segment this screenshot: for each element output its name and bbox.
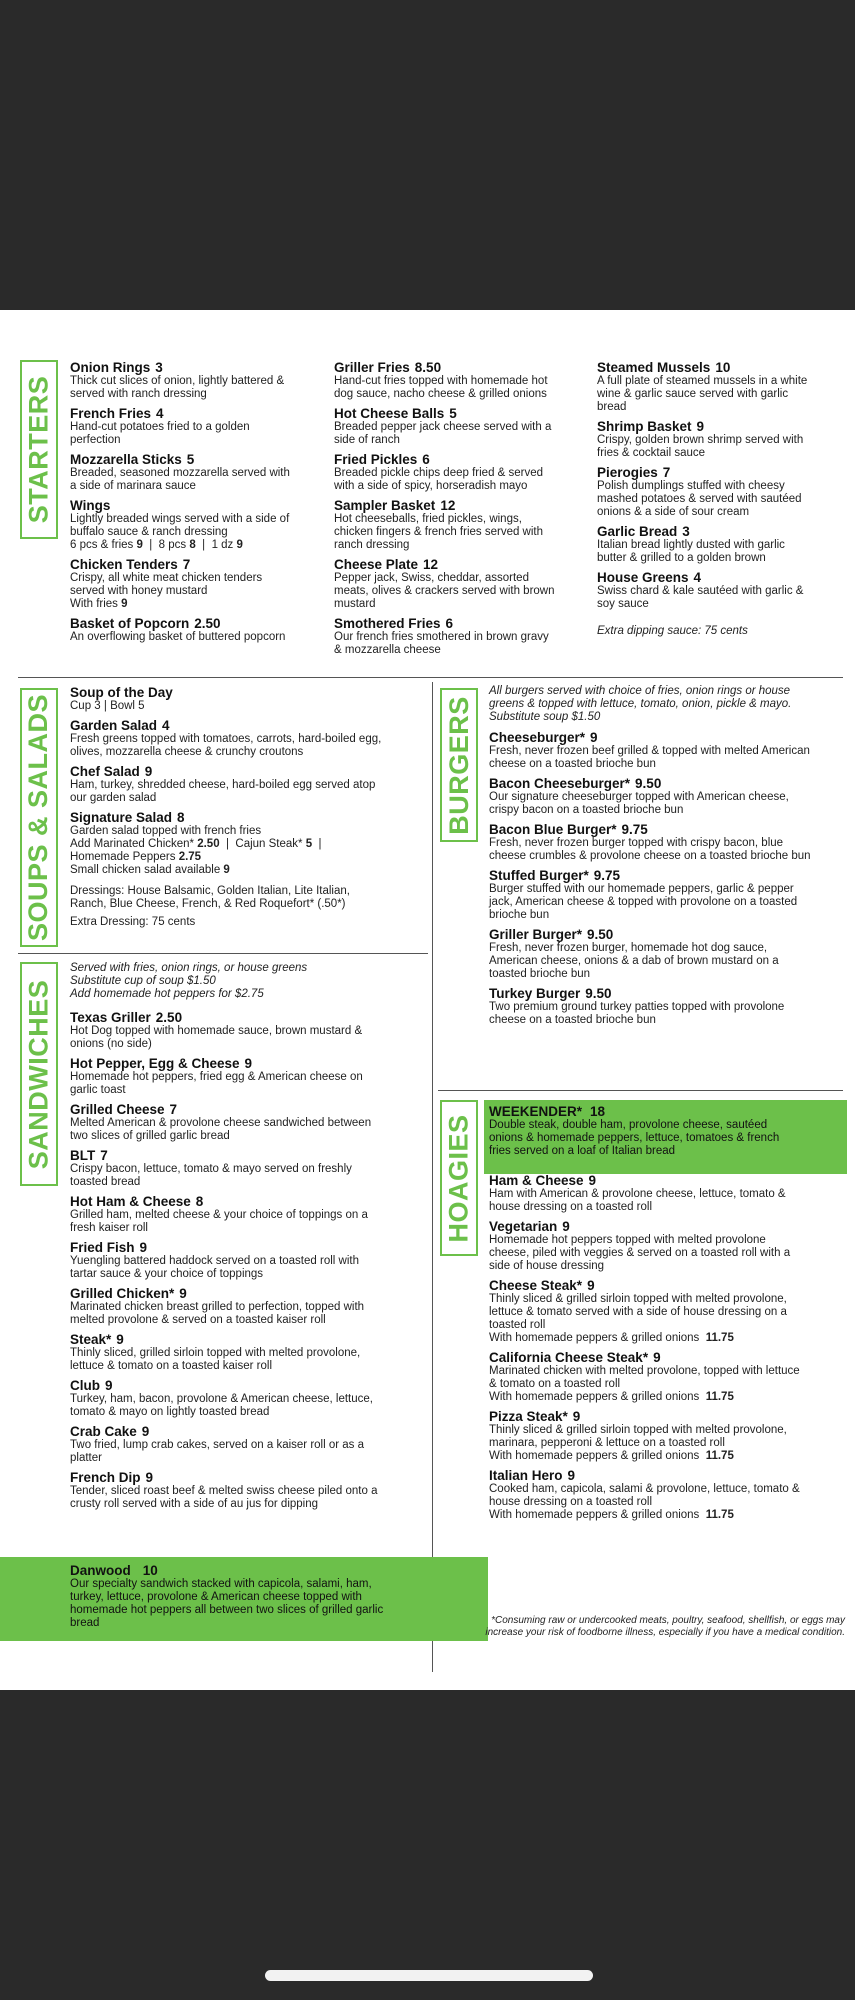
menu-item: [597, 524, 847, 565]
item-description: toasted brioche bun: [489, 968, 591, 980]
item-description: side of ranch: [334, 434, 400, 446]
menu-item: [70, 1010, 425, 1051]
item-description: tartar sauce & your choice of toppings: [70, 1268, 264, 1280]
menu-item: [489, 868, 851, 922]
item-price: 9: [588, 1173, 597, 1188]
item-description: Breaded pickle chips deep fried & served: [334, 467, 544, 479]
starters-column-1: [70, 360, 325, 649]
item-description: Marinated chicken with melted provolone, topped with lettuce: [489, 1365, 800, 1377]
menu-item: [70, 685, 425, 713]
item-price: 5: [449, 406, 457, 421]
item-name: Hot Ham & Cheese: [70, 1194, 191, 1209]
item-description: mashed potatoes & served with sautéed: [597, 493, 802, 505]
item-option: With homemade peppers & grilled onions 11.75: [489, 1509, 734, 1521]
item-description: Fresh, never frozen burger, homemade hot dog sauce,: [489, 942, 768, 954]
hoagies-section-label: HOAGIES: [440, 1100, 478, 1256]
menu-page: [0, 310, 855, 1690]
item-name: Vegetarian: [489, 1219, 558, 1234]
item-price: 9: [590, 730, 598, 745]
weekender-special-box: [484, 1100, 847, 1174]
menu-item: [489, 1219, 851, 1273]
item-name: Fried Fish: [70, 1240, 135, 1255]
item-name: French Fries: [70, 406, 152, 421]
menu-item: [334, 360, 589, 401]
item-description: Polish dumplings stuffed with cheesy: [597, 480, 785, 492]
item-price: 9: [653, 1350, 661, 1365]
item-description: wine & garlic sauce served with garlic: [597, 388, 789, 400]
item-description: butter & grilled to a golden brown: [597, 552, 766, 564]
item-price: 9: [139, 1240, 148, 1255]
item-description: Thick cut slices of onion, lightly battered &: [70, 375, 285, 387]
item-description: mustard: [334, 598, 376, 610]
item-description: our garden salad: [70, 792, 157, 804]
item-description: served with ranch dressing: [70, 388, 207, 400]
item-price: 2.50: [194, 616, 221, 631]
item-name: Grilled Cheese: [70, 1102, 165, 1117]
item-description: Our french fries smothered in brown gravy: [334, 631, 549, 643]
menu-item: [70, 557, 325, 611]
item-description: Thinly sliced, grilled sirloin topped with melted provolone,: [70, 1347, 361, 1359]
menu-item: [70, 498, 325, 552]
menu-item: [489, 730, 851, 771]
item-name: Shrimp Basket: [597, 419, 692, 434]
item-description: Crispy, all white meat chicken tenders: [70, 572, 263, 584]
item-price: 8.50: [414, 360, 442, 375]
menu-item: [70, 1148, 425, 1189]
item-description: soy sauce: [597, 598, 649, 610]
item-name: Wings: [70, 498, 111, 513]
item-name: BLT: [70, 1148, 96, 1163]
item-option: With homemade peppers & grilled onions 11.75: [489, 1450, 734, 1462]
item-price: 8: [195, 1194, 204, 1209]
item-price: 6: [445, 616, 454, 631]
item-name: Pierogies: [597, 465, 658, 480]
starters-column-2: [334, 360, 589, 662]
item-price: 6: [422, 452, 430, 467]
item-description: Hand-cut potatoes fried to a golden: [70, 421, 250, 433]
menu-item: [489, 776, 851, 817]
item-name: California Cheese Steak*: [489, 1350, 649, 1365]
item-name: Stuffed Burger*: [489, 868, 589, 883]
soups-salads-column: [70, 685, 425, 929]
item-description: Tender, sliced roast beef & melted swiss cheese piled onto a: [70, 1485, 378, 1497]
item-description: crispy bacon on a toasted brioche bun: [489, 804, 684, 816]
item-option: With homemade peppers & grilled onions 11.75: [489, 1332, 734, 1344]
item-name: Hot Pepper, Egg & Cheese: [70, 1056, 240, 1071]
item-description: melted provolone & served on a toasted kaiser roll: [70, 1314, 326, 1326]
item-description: served with honey mustard: [70, 585, 208, 597]
menu-item: [70, 1102, 425, 1143]
menu-item: [334, 406, 589, 447]
item-description: brioche bun: [489, 909, 550, 921]
item-description: Hot cheeseballs, fried pickles, wings,: [334, 513, 522, 525]
item-price: 18: [590, 1104, 606, 1119]
item-price: 7: [169, 1102, 178, 1117]
item-description: ranch dressing: [334, 539, 410, 551]
hoagies-column: [489, 1173, 851, 1527]
item-name: Texas Griller: [70, 1010, 151, 1025]
divider: [438, 1090, 843, 1091]
item-description: side of house dressing: [489, 1260, 605, 1272]
item-description: Hand-cut fries topped with homemade hot: [334, 375, 548, 387]
item-description: Our signature cheeseburger topped with American cheese,: [489, 791, 789, 803]
item-description: house dressing on a toasted roll: [489, 1201, 653, 1213]
menu-item: [70, 1424, 425, 1465]
item-name: Cheese Plate: [334, 557, 419, 572]
item-description: Hot Dog topped with homemade sauce, brown mustard &: [70, 1025, 363, 1037]
menu-item: [70, 452, 325, 493]
item-description: cheese on a toasted brioche bun: [489, 758, 656, 770]
item-description: American cheese, onions & a dab of brown mustard on a: [489, 955, 779, 967]
sandwiches-section-label: SANDWICHES: [20, 962, 58, 1186]
item-name: Garden Salad: [70, 718, 158, 733]
item-description: onions (no side): [70, 1038, 152, 1050]
item-price: 9: [572, 1409, 581, 1424]
item-name: Garlic Bread: [597, 524, 678, 539]
item-price: 7: [182, 557, 191, 572]
menu-item: [597, 360, 847, 414]
item-description: Grilled ham, melted cheese & your choice of toppings on a: [70, 1209, 368, 1221]
item-description: A full plate of steamed mussels in a white: [597, 375, 808, 387]
menu-item: [489, 1409, 851, 1463]
bottom-dark-bar: [0, 1690, 855, 2000]
item-name: Italian Hero: [489, 1468, 563, 1483]
salad-addons: Homemade Peppers 2.75: [70, 851, 202, 863]
menu-item: [597, 570, 847, 611]
item-description: perfection: [70, 434, 121, 446]
item-description: turkey, lettuce, provolone & American cheese topped with: [70, 1591, 362, 1603]
food-safety-footnote: *Consuming raw or undercooked meats, poultry, seafood, shellfish, or eggs may increase your risk of foodborne illness, especially if you have a medical condition.: [485, 1615, 845, 1638]
menu-item: [70, 1470, 425, 1511]
item-description: Breaded pepper jack cheese served with a: [334, 421, 552, 433]
item-name: Griller Fries: [334, 360, 410, 375]
extra-dressing-note: Extra Dressing: 75 cents: [70, 916, 196, 928]
item-description: meats, olives & crackers served with brown: [334, 585, 555, 597]
top-dark-bar: [0, 0, 855, 310]
item-name: Bacon Blue Burger*: [489, 822, 617, 837]
item-name: Grilled Chicken*: [70, 1286, 175, 1301]
item-name: Chicken Tenders: [70, 557, 178, 572]
item-description: Fresh, never frozen burger topped with crispy bacon, blue: [489, 837, 784, 849]
menu-item: [334, 498, 589, 552]
menu-item: [489, 986, 851, 1027]
item-price: 4: [156, 406, 164, 421]
item-price: 2.50: [155, 1010, 183, 1025]
item-name: House Greens: [597, 570, 689, 585]
item-name: Mozzarella Sticks: [70, 452, 182, 467]
sandwiches-intro: Served with fries, onion rings, or house greens Substitute cup of soup $1.50 Add homemade hot peppers for $2.75: [70, 962, 308, 1000]
menu-item: [597, 465, 847, 519]
item-description: house dressing on a toasted roll: [489, 1496, 653, 1508]
item-description: fries served on a loaf of Italian bread: [489, 1145, 676, 1157]
menu-item: [70, 764, 425, 805]
item-price: 9: [144, 764, 153, 779]
item-price: 9: [244, 1056, 253, 1071]
item-description: two slices of grilled garlic bread: [70, 1130, 230, 1142]
item-price: 7: [100, 1148, 108, 1163]
item-option: With homemade peppers & grilled onions 11.75: [489, 1391, 734, 1403]
item-price: 9: [145, 1470, 154, 1485]
item-description: Ham with American & provolone cheese, lettuce, tomato &: [489, 1188, 786, 1200]
item-description: Lightly breaded wings served with a side of: [70, 513, 290, 525]
item-description: homemade hot peppers all between two slices of grilled garlic: [70, 1604, 384, 1616]
item-price: 9.50: [585, 986, 612, 1001]
item-description: Melted American & provolone cheese sandwiched between: [70, 1117, 372, 1129]
item-price: 9: [141, 1424, 150, 1439]
item-name: Club: [70, 1378, 100, 1393]
item-description: platter: [70, 1452, 102, 1464]
item-price: 9: [105, 1378, 113, 1393]
item-price: 10: [142, 1563, 158, 1578]
item-description: toasted bread: [70, 1176, 141, 1188]
menu-item: [334, 557, 589, 611]
menu-item: [70, 1240, 425, 1281]
item-description: Burger stuffed with our homemade peppers, garlic & pepper: [489, 883, 794, 895]
menu-item: [489, 1468, 851, 1522]
menu-item: [70, 1194, 425, 1235]
item-name: Chef Salad: [70, 764, 140, 779]
sandwiches-column: [70, 962, 425, 1516]
item-price: 9: [567, 1468, 576, 1483]
burgers-intro: All burgers served with choice of fries, onion rings or house greens & topped with lettuce, tomato, onion, pickle & mayo. Substitute soup $1.50: [489, 685, 792, 723]
item-name: Smothered Fries: [334, 616, 441, 631]
item-price: 9.75: [621, 822, 648, 837]
item-price: 9: [562, 1219, 570, 1234]
item-price: 9: [696, 419, 705, 434]
item-name: Soup of the Day: [70, 685, 173, 700]
item-name: Basket of Popcorn: [70, 616, 190, 631]
menu-item: [334, 452, 589, 493]
salad-addons: Add Marinated Chicken* 2.50 | Cajun Steak* 5 |: [70, 838, 322, 850]
item-name: Cheeseburger*: [489, 730, 586, 745]
item-description: bread: [70, 1617, 100, 1629]
menu-item: [70, 1332, 425, 1373]
item-name: Turkey Burger: [489, 986, 581, 1001]
item-description: fresh kaiser roll: [70, 1222, 148, 1234]
tenders-option: With fries 9: [70, 598, 128, 610]
menu-item: [70, 616, 325, 644]
item-price: 8: [177, 810, 185, 825]
item-description: onions & homemade peppers, lettuce, tomatoes & french: [489, 1132, 780, 1144]
menu-item: [489, 1278, 851, 1345]
item-description: Thinly sliced & grilled sirloin topped with melted provolone,: [489, 1424, 787, 1436]
item-price: 9: [587, 1278, 595, 1293]
menu-item: [70, 718, 425, 759]
menu-item: [489, 1350, 851, 1404]
item-name: Pizza Steak*: [489, 1409, 568, 1424]
item-description: cheese, piled with veggies & served on a toasted roll with a: [489, 1247, 791, 1259]
item-price: 3: [682, 524, 690, 539]
item-price: 9: [116, 1332, 124, 1347]
item-description: marinara, pepperoni & lettuce on a toasted roll: [489, 1437, 725, 1449]
soups-salads-section-label: SOUPS & SALADS: [20, 688, 58, 947]
item-description: toasted roll: [489, 1319, 546, 1331]
item-name: Steak*: [70, 1332, 112, 1347]
item-description: Homemade hot peppers, fried egg & American cheese on: [70, 1071, 363, 1083]
wings-options: 6 pcs & fries 9 | 8 pcs 8 | 1 dz 9: [70, 539, 243, 551]
item-price: 4: [162, 718, 170, 733]
item-description: Pepper jack, Swiss, cheddar, assorted: [334, 572, 529, 584]
item-price: 12: [423, 557, 439, 572]
item-description: fries & cocktail sauce: [597, 447, 706, 459]
item-name: Ham & Cheese: [489, 1173, 584, 1188]
item-description: Ham, turkey, shredded cheese, hard-boiled egg served atop: [70, 779, 376, 791]
item-description: Italian bread lightly dusted with garlic: [597, 539, 785, 551]
item-price: 10: [715, 360, 731, 375]
item-description: lettuce & tomato on a toasted kaiser roll: [70, 1360, 272, 1372]
item-name: Bacon Cheeseburger*: [489, 776, 631, 791]
divider: [18, 677, 843, 678]
item-description: & mozzarella cheese: [334, 644, 441, 656]
item-name: Onion Rings: [70, 360, 151, 375]
danwood-special-box: [0, 1557, 488, 1641]
extra-sauce-note: Extra dipping sauce: 75 cents: [597, 625, 748, 637]
item-description: & tomato on a toasted roll: [489, 1378, 621, 1390]
item-description: Double steak, double ham, provolone cheese, sautéed: [489, 1119, 768, 1131]
item-description: cheese crumbles & provolone cheese on a toasted brioche bun: [489, 850, 811, 862]
item-description: olives, mozzarella cheese & crunchy croutons: [70, 746, 304, 758]
item-name: Hot Cheese Balls: [334, 406, 445, 421]
item-description: garlic toast: [70, 1084, 126, 1096]
item-description: Cup 3 | Bowl 5: [70, 700, 145, 712]
item-name: Steamed Mussels: [597, 360, 711, 375]
item-description: Thinly sliced & grilled sirloin topped with melted provolone,: [489, 1293, 787, 1305]
item-description: Breaded, seasoned mozzarella served with: [70, 467, 290, 479]
menu-item: [70, 1286, 425, 1327]
divider: [18, 953, 428, 954]
item-name: Sampler Basket: [334, 498, 436, 513]
menu-item: [597, 419, 847, 460]
menu-item: [70, 360, 325, 401]
item-price: 4: [693, 570, 702, 585]
item-price: 9: [179, 1286, 187, 1301]
divider: [432, 682, 433, 1672]
item-description: jack, American cheese & topped with provolone on a toasted: [489, 896, 798, 908]
item-description: Two premium ground turkey patties topped with provolone: [489, 1001, 785, 1013]
item-description: Crispy bacon, lettuce, tomato & mayo served on freshly: [70, 1163, 352, 1175]
menu-item: [70, 810, 425, 877]
item-description: An overflowing basket of buttered popcorn: [70, 631, 286, 643]
item-description: Fresh greens topped with tomatoes, carrots, hard-boiled egg,: [70, 733, 382, 745]
item-description: lettuce & tomato served with a side of house dressing on a: [489, 1306, 787, 1318]
menu-item: [70, 1378, 425, 1419]
item-description: Yuengling battered haddock served on a toasted roll with: [70, 1255, 359, 1267]
starters-section-label: STARTERS: [20, 360, 58, 539]
item-name: French Dip: [70, 1470, 141, 1485]
item-name: Cheese Steak*: [489, 1278, 583, 1293]
item-description: Garden salad topped with french fries: [70, 825, 262, 837]
item-description: onions & a side of sour cream: [597, 506, 750, 518]
item-price: 9.50: [587, 927, 614, 942]
item-name: WEEKENDER*: [489, 1104, 583, 1119]
item-description: Fresh, never frozen beef grilled & topped with melted American: [489, 745, 810, 757]
item-description: Swiss chard & kale sautéed with garlic &: [597, 585, 804, 597]
dressings-list: Dressings: House Balsamic, Golden Italian, Lite Italian, Ranch, Blue Cheese, French, & Red Roquefort* (.50*): [70, 885, 350, 910]
item-price: 7: [662, 465, 671, 480]
item-description: Turkey, ham, bacon, provolone & American cheese, lettuce,: [70, 1393, 373, 1405]
item-description: Two fried, lump crab cakes, served on a kaiser roll or as a: [70, 1439, 365, 1451]
item-description: bread: [597, 401, 627, 413]
menu-item: [489, 822, 851, 863]
burgers-section-label: BURGERS: [440, 688, 478, 842]
item-description: Homemade hot peppers topped with melted provolone: [489, 1234, 766, 1246]
home-indicator[interactable]: [265, 1970, 593, 1981]
menu-item: [489, 1173, 851, 1214]
item-name: Danwood: [70, 1563, 131, 1578]
menu-item: [70, 406, 325, 447]
item-description: Cooked ham, capicola, salami & provolone, lettuce, tomato &: [489, 1483, 800, 1495]
item-description: Marinated chicken breast grilled to perfection, topped with: [70, 1301, 365, 1313]
item-price: 9.50: [635, 776, 662, 791]
item-description: crusty roll served with a side of au jus for dipping: [70, 1498, 319, 1510]
item-description: cheese on a toasted brioche bun: [489, 1014, 656, 1026]
item-description: dog sauce, nacho cheese & grilled onions: [334, 388, 547, 400]
item-price: 12: [440, 498, 456, 513]
menu-item: [70, 1056, 425, 1097]
menu-item: [334, 616, 589, 657]
item-description: buffalo sauce & ranch dressing: [70, 526, 228, 538]
item-price: 9.75: [593, 868, 621, 883]
burgers-column: [489, 685, 851, 1032]
starters-column-3: [597, 360, 847, 638]
item-description: chicken fingers & french fries served with: [334, 526, 544, 538]
item-price: 5: [186, 452, 195, 467]
item-description: with a side of spicy, horseradish mayo: [334, 480, 528, 492]
item-description: Our specialty sandwich stacked with capicola, salami, ham,: [70, 1578, 372, 1590]
item-name: Griller Burger*: [489, 927, 583, 942]
item-price: 3: [155, 360, 163, 375]
item-name: Signature Salad: [70, 810, 173, 825]
item-description: a side of marinara sauce: [70, 480, 196, 492]
item-description: Crispy, golden brown shrimp served with: [597, 434, 804, 446]
item-name: Fried Pickles: [334, 452, 418, 467]
menu-item: [489, 927, 851, 981]
salad-addons: Small chicken salad available 9: [70, 864, 230, 876]
item-description: tomato & mayo on lightly toasted bread: [70, 1406, 270, 1418]
item-name: Crab Cake: [70, 1424, 137, 1439]
